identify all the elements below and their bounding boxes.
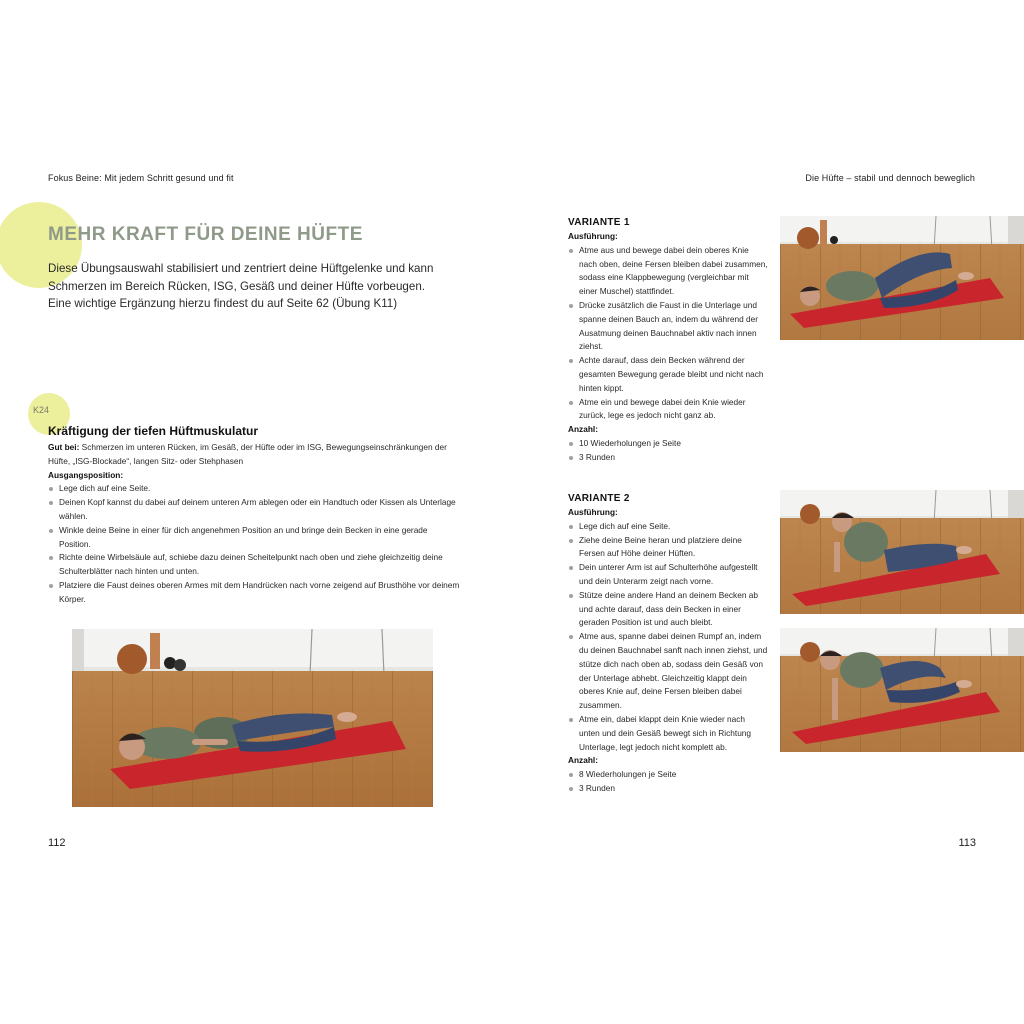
exercise-code: K24 [33, 405, 50, 415]
list-item: Ziehe deine Beine heran und platziere deine Fersen auf Höhe deiner Hüften. [568, 534, 768, 562]
list-item: 8 Wiederholungen je Seite [568, 768, 768, 782]
exercise-title: Kräftigung der tiefen Hüftmuskulatur [48, 424, 259, 438]
list-item: 10 Wiederholungen je Seite [568, 437, 768, 451]
variant-2-section [568, 493, 768, 796]
ausfuehrung-label: Ausführung: [568, 507, 618, 517]
list-item: Atme aus und bewege dabei dein oberes Knie nach oben, deine Fersen bleiben dabei zusammen, sodass eine Klappbewegung (vergleichbar mit einer Muschel) stattfindet. [568, 244, 768, 299]
variant-2-steps [568, 520, 768, 755]
running-head-right: Die Hüfte – stabil und dennoch beweglich [805, 173, 975, 183]
ausgangsposition-label: Ausgangsposition: [48, 469, 124, 480]
gut-bei [48, 441, 460, 469]
variant-2-title: VARIANTE 2 [568, 493, 630, 504]
exercise-photo-variant-2-end [780, 628, 1024, 752]
list-item: Deinen Kopf kannst du dabei auf deinem unteren Arm ablegen oder ein Handtuch oder Kissen als Unterlage wählen. [48, 496, 460, 524]
variant-2-anzahl [568, 768, 768, 796]
list-item: Lege dich auf eine Seite. [568, 520, 768, 534]
anzahl-label: Anzahl: [568, 424, 598, 435]
list-item: 3 Runden [568, 451, 768, 465]
page-title: MEHR KRAFT FÜR DEINE HÜFTE [48, 224, 363, 245]
exercise-photo-variant-2-start [780, 490, 1024, 614]
running-head-left: Fokus Beine: Mit jedem Schritt gesund und fit [48, 173, 234, 183]
gut-bei-label: Gut bei: [48, 442, 80, 452]
variant-1-title: VARIANTE 1 [568, 217, 630, 228]
list-item: Achte darauf, dass dein Becken während der gesamten Bewegung gerade bleibt und nicht nach hinten kippt. [568, 354, 768, 395]
exercise-photo-variant-1 [780, 216, 1024, 340]
list-item: Atme ein, dabei klappt dein Knie wieder nach unten und dein Gesäß bewegt sich in Richtung Unterlage, legt jedoch nicht komplett ab. [568, 713, 768, 754]
variant-1-steps [568, 244, 768, 423]
list-item: Dein unterer Arm ist auf Schulterhöhe aufgestellt und dein Unterarm zeigt nach vorne. [568, 561, 768, 589]
list-item: Stütze deine andere Hand an deinem Becken ab und achte darauf, dass dein Becken in einer geraden Position ist und auch bleibt. [568, 589, 768, 630]
exercise-photo-start [72, 629, 433, 807]
variant-1-section [568, 217, 768, 465]
intro-text: Diese Übungsauswahl stabilisiert und zentriert deine Hüftgelenke und kann Schmerzen im Bereich Rücken, ISG, Gesäß und deiner Hüfte vorbeugen. Eine wichtige Ergänzung hierzu findest du auf Seite 62 (Übung K11) [48, 262, 434, 310]
list-item: Atme ein und bewege dabei dein Knie wieder zurück, lege es jedoch nicht ganz ab. [568, 396, 768, 424]
variant-1-anzahl [568, 437, 768, 465]
list-item: Lege dich auf eine Seite. [48, 482, 460, 496]
list-item: 3 Runden [568, 782, 768, 796]
list-item: Drücke zusätzlich die Faust in die Unterlage und spanne deinen Bauch an, indem du während der Ausatmung deinen Bauchnabel aktiv nach innen ziehst. [568, 299, 768, 354]
list-item: Atme aus, spanne dabei deinen Rumpf an, indem du deinen Bauchnabel sanft nach innen ziehst, und stütze dich nach oben ab, sodass dein Gesäß von der Unterlage abhebt. Gleichzeitig klappt dein oberes Knie auf, deine Fersen bleiben dabei zusammen. [568, 630, 768, 713]
list-item: Richte deine Wirbelsäule auf, schiebe dazu deinen Scheitelpunkt nach oben und ziehe gleichzeitig deine Schulterblätter nach hinten und unten. [48, 551, 460, 579]
ausgangsposition-list [48, 482, 460, 606]
exercise-section [48, 424, 460, 607]
gut-bei-text: Schmerzen im unteren Rücken, im Gesäß, der Hüfte oder im ISG, Bewegungseinschränkungen der Hüfte, „ISG-Blockade“, langen Sitz- oder Stehphasen [48, 442, 447, 466]
ausfuehrung-label: Ausführung: [568, 231, 618, 241]
anzahl-label: Anzahl: [568, 755, 598, 766]
list-item: Winkle deine Beine in einer für dich angenehmen Position an und bringe dein Becken in eine gerade Position. [48, 524, 460, 552]
page-number-right: 113 [958, 837, 976, 849]
page-number-left: 112 [48, 837, 66, 849]
list-item: Platziere die Faust deines oberen Armes mit dem Handrücken nach vorne zeigend auf Brusthöhe vor deinem Körper. [48, 579, 460, 607]
